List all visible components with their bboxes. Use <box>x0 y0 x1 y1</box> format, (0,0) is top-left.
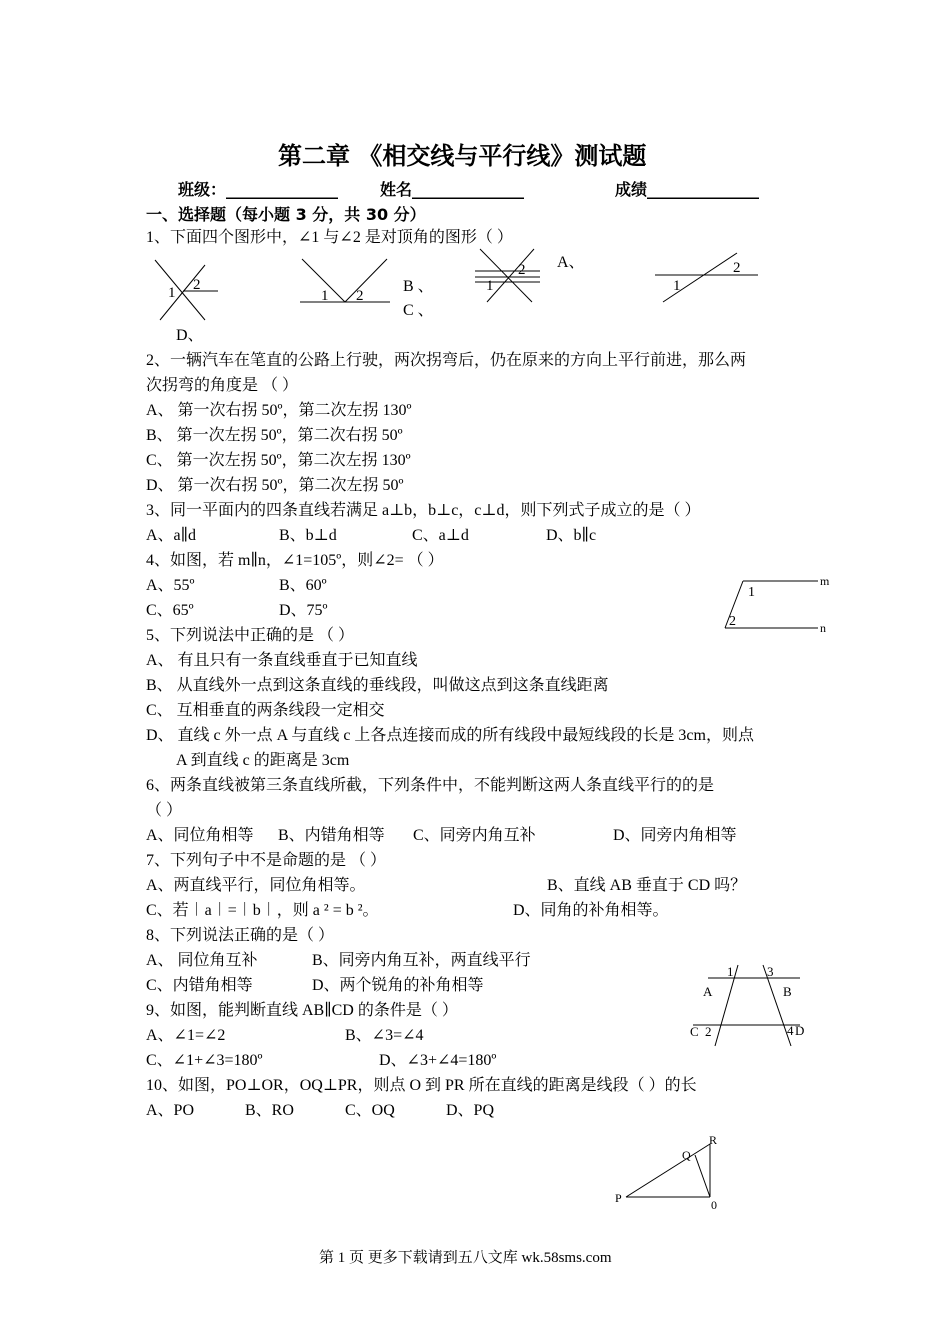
q9-option-b: B、∠3=∠4 <box>345 1027 424 1044</box>
q6-stem-line2: （ ） <box>146 802 183 819</box>
q2-stem-line1: 2、一辆汽车在笔直的公路上行驶，两次拐弯后，仍在原来的方向上平行前进，那么两 <box>146 352 747 369</box>
q4-option-b: B、60º <box>279 577 327 594</box>
q10-option-d: D、PQ <box>446 1102 495 1119</box>
q6-option-d: D、同旁内角相等 <box>613 827 737 844</box>
q2-option-a: A、 第一次右拐 50º，第二次左拐 130º <box>146 402 412 419</box>
q9-label-A: A <box>703 984 713 999</box>
q10-option-a: A、PO <box>146 1102 195 1119</box>
section-heading: 一、选择题（每小题 3 分，共 30 分） <box>146 205 426 224</box>
q5-option-b: B、 从直线外一点到这条直线的垂线段，叫做这点到这条直线距离 <box>146 677 609 694</box>
q9-label-4: 4 <box>787 1023 794 1038</box>
q7-option-c: C、若︱a︱=︱b︱，则 a ² = b ²。 <box>146 902 379 919</box>
q1c-label-2: 2 <box>518 262 526 278</box>
q1-option-b: B 、 <box>403 278 434 295</box>
q9-label-C: C <box>690 1024 699 1039</box>
q3-option-b: B、b⊥d <box>279 527 337 544</box>
q5-stem: 5、下列说法中正确的是 （ ） <box>146 627 355 644</box>
q4-label-m: m <box>820 574 830 588</box>
q10-label-R: R <box>709 1133 718 1147</box>
q10-option-b: B、RO <box>245 1102 294 1119</box>
q9-stem: 9、如图，能判断直线 AB∥CD 的条件是（ ） <box>146 1002 458 1019</box>
q9-label-D: D <box>795 1023 805 1038</box>
q9-label-1: 1 <box>727 964 734 979</box>
q8-stem: 8、下列说法正确的是（ ） <box>146 927 335 944</box>
class-field: 班级：______________ <box>178 180 339 199</box>
q1d-label-2: 2 <box>733 260 741 276</box>
q9-figure <box>685 960 815 1050</box>
q9-option-c: C、∠1+∠3=180º <box>146 1052 263 1069</box>
q1-figure-a <box>150 255 225 325</box>
q1a-label-1: 1 <box>168 285 176 301</box>
q2-option-c: C、 第一次左拐 50º，第二次左拐 130º <box>146 452 411 469</box>
name-field: 姓名______________ <box>380 180 525 199</box>
q4-label-1: 1 <box>748 585 755 600</box>
q7-option-b: B、直线 AB 垂直于 CD 吗？ <box>547 877 747 894</box>
q7-option-d: D、同角的补角相等。 <box>513 902 669 919</box>
q10-label-P: P <box>615 1191 622 1205</box>
page-footer: 第 1 页 更多下载请到五八文库 wk.58sms.com <box>319 1250 612 1266</box>
q9-label-3: 3 <box>767 964 774 979</box>
q3-option-a: A、a∥d <box>146 527 197 544</box>
q5-option-d-line1: D、 直线 c 外一点 A 与直线 c 上各点连接而成的所有线段中最短线段的长是 3cm，则点 <box>146 727 754 744</box>
q2-option-b: B、 第一次左拐 50º，第二次右拐 50º <box>146 427 403 444</box>
q3-stem: 3、同一平面内的四条直线若满足 a⊥b，b⊥c，c⊥d，则下列式子成立的是（ ） <box>146 502 701 519</box>
q10-label-Q: Q <box>682 1148 691 1162</box>
q1d-label-1: 1 <box>673 278 681 294</box>
q6-option-b: B、内错角相等 <box>278 827 385 844</box>
q9-label-B: B <box>783 984 792 999</box>
q4-figure <box>715 570 835 640</box>
q4-option-d: D、75º <box>279 602 328 619</box>
q1a-label-2: 2 <box>193 277 201 293</box>
q8-option-c: C、内错角相等 <box>146 977 253 994</box>
q7-stem: 7、下列句子中不是命题的是 （ ） <box>146 852 387 869</box>
q2-stem-line2: 次拐弯的角度是 （ ） <box>146 377 299 394</box>
q8-option-d: D、两个锐角的补角相等 <box>312 977 484 994</box>
q4-label-2: 2 <box>729 614 736 629</box>
q4-label-n: n <box>820 621 826 635</box>
q1b-label-1: 1 <box>321 288 329 304</box>
q5-option-d-line2: A 到直线 c 的距离是 3cm <box>176 752 350 769</box>
q3-option-c: C、a⊥d <box>412 527 469 544</box>
q2-option-d: D、 第一次右拐 50º，第二次左拐 50º <box>146 477 404 494</box>
q1-stem: 1、下面四个图形中，∠1 与∠2 是对顶角的图形（ ） <box>146 229 513 246</box>
q1b-label-2: 2 <box>356 288 364 304</box>
q1-option-a: A、 <box>557 254 585 271</box>
q4-option-a: A、55º <box>146 577 195 594</box>
q1c-label-1: 1 <box>486 278 494 294</box>
q1-figure-d <box>655 250 765 310</box>
q7-option-a: A、两直线平行，同位角相等。 <box>146 877 366 894</box>
q8-option-a: A、 同位角互补 <box>146 952 258 969</box>
q10-figure <box>612 1130 732 1215</box>
q1-option-d: D、 <box>176 327 204 344</box>
score-field: 成绩______________ <box>615 180 760 199</box>
q8-option-b: B、同旁内角互补，两直线平行 <box>312 952 531 969</box>
q4-option-c: C、65º <box>146 602 194 619</box>
q6-option-a: A、同位角相等 <box>146 827 254 844</box>
q5-option-a: A、 有且只有一条直线垂直于已知直线 <box>146 652 418 669</box>
q10-stem: 10、如图，PO⊥OR，OQ⊥PR，则点 O 到 PR 所在直线的距离是线段（ ）的长 <box>146 1077 697 1094</box>
q10-option-c: C、OQ <box>345 1102 395 1119</box>
q9-option-d: D、∠3+∠4=180º <box>379 1052 497 1069</box>
q1-figure-c <box>472 244 547 309</box>
q1-option-c: C 、 <box>403 302 434 319</box>
q9-label-2: 2 <box>705 1024 712 1039</box>
q5-option-c: C、 互相垂直的两条线段一定相交 <box>146 702 385 719</box>
q6-option-c: C、同旁内角互补 <box>413 827 536 844</box>
q4-stem: 4、如图，若 m∥n，∠1=105º，则∠2= （ ） <box>146 552 444 569</box>
q1-figure-b <box>297 255 397 310</box>
page-title: 第二章 《相交线与平行线》测试题 <box>278 142 647 170</box>
q10-label-O: 0 <box>711 1198 717 1212</box>
q6-stem-line1: 6、两条直线被第三条直线所截，下列条件中，不能判断这两人条直线平行的的是 <box>146 777 715 794</box>
q3-option-d: D、b∥c <box>546 527 597 544</box>
q9-option-a: A、∠1=∠2 <box>146 1027 226 1044</box>
